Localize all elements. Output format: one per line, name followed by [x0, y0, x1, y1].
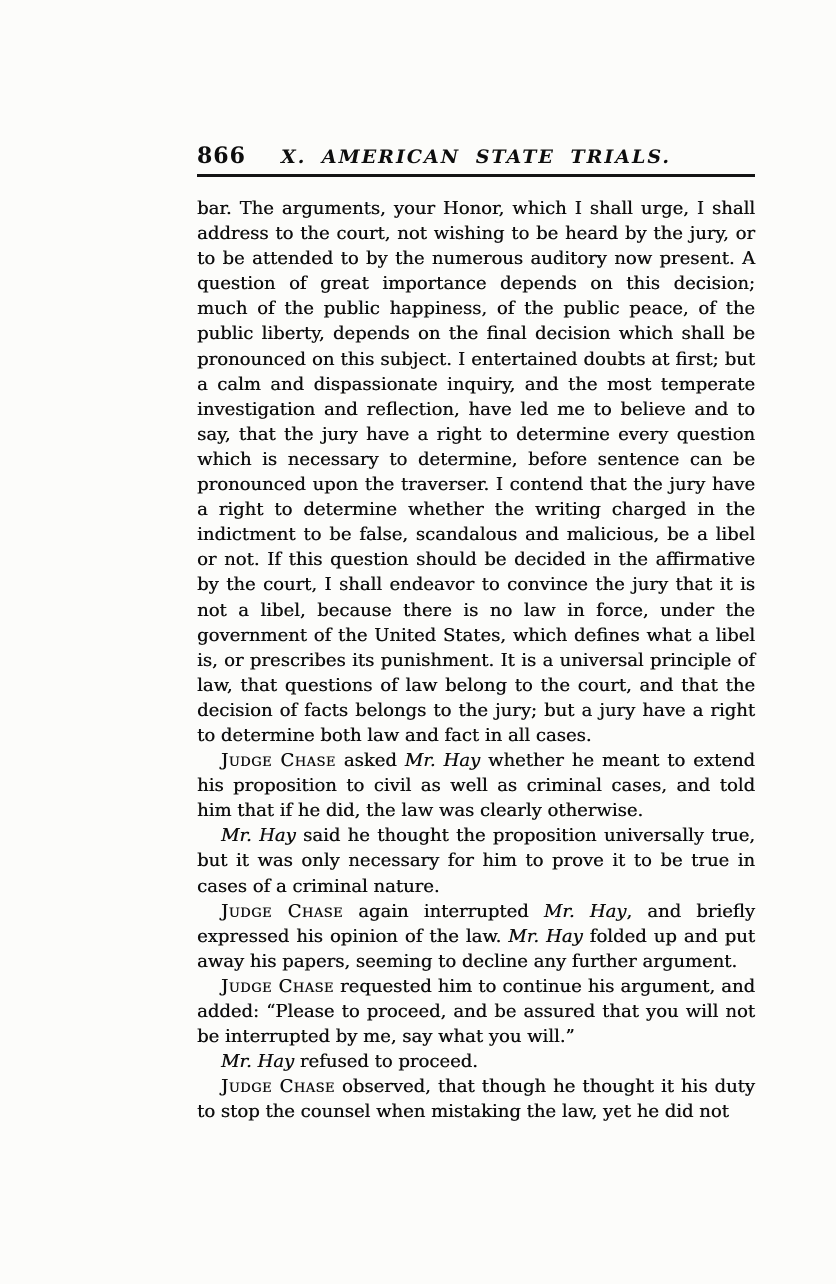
text-run: , and briefly expressed his opinion of the law. [197, 900, 755, 947]
paragraph [197, 823, 755, 898]
speaker-name: Judge Chase [221, 1076, 335, 1098]
text-run: again interrupted [343, 900, 544, 922]
person-name: Mr. Hay [221, 825, 296, 847]
paragraph [197, 899, 755, 974]
text-run: asked [335, 750, 405, 772]
text-run: said he thought the proposition universally true, but it was only necessary for him to prove it to be true in cases of a criminal nature. [197, 825, 755, 897]
text-run: folded up and put away his papers, seeming to decline any further argument. [197, 925, 755, 972]
text-run: bar. The arguments, your Honor, which I shall urge, I shall address to the court, not wishing to be heard by the jury, or to be attended to by the numerous auditory now present. A question of great importance depends on this decision; much of the public happiness, of the public peace, of the public liberty, depends on the final decision which shall be pronounced on this subject. I entertained doubts at first; but a calm and dispassionate inquiry, and the most temperate investigation and reflection, have led me to believe and to say, that the jury have a right to determine every question which is necessary to determine, before sentence can be pronounced upon the traverser. I contend that the jury have a right to determine whether the writing charged in the indictment to be false, scandalous and malicious, be a libel or not. If this question should be decided in the affirmative by the court, I shall endeavor to convince the jury that it is not a libel, because there is no law in force, under the government of the United States, which defines what a libel is, or prescribes its punishment. It is a universal principle of law, that questions of law belong to the court, and that the decision of facts belongs to the jury; but a jury have a right to determine both law and fact in all cases. [197, 198, 755, 746]
text-run: observed, that though he thought it his duty to stop the counsel when mistaking the law, yet he did not [197, 1076, 755, 1123]
person-name: Mr. Hay [404, 750, 481, 772]
paragraph [197, 196, 755, 748]
person-name: Mr. Hay [221, 1051, 295, 1073]
paragraph [197, 974, 755, 1049]
speaker-name: Judge Chase [221, 975, 334, 997]
page-header [197, 143, 755, 171]
running-title: X. AMERICAN STATE TRIALS. [280, 146, 672, 168]
text-run: requested him to continue his argument, and added: “Please to proceed, and be assured that you will not be interrupted by me, say what you will.” [197, 975, 755, 1048]
paragraph [197, 748, 755, 823]
header-rule [197, 174, 755, 177]
person-name: Mr. Hay [543, 900, 627, 922]
speaker-name: Judge Chase [221, 750, 336, 772]
text-block [197, 196, 755, 1124]
text-run: whether he meant to extend his proposition to civil as well as criminal cases, and told him that if he did, the law was clearly otherwise. [197, 750, 755, 822]
text-run: refused to proceed. [294, 1051, 478, 1073]
paragraph [197, 1049, 755, 1074]
speaker-name: Judge Chase [221, 900, 344, 922]
page-content [197, 143, 755, 1124]
page-number: 866 [197, 143, 246, 169]
paragraph [197, 1074, 755, 1124]
person-name: Mr. Hay [508, 925, 583, 947]
